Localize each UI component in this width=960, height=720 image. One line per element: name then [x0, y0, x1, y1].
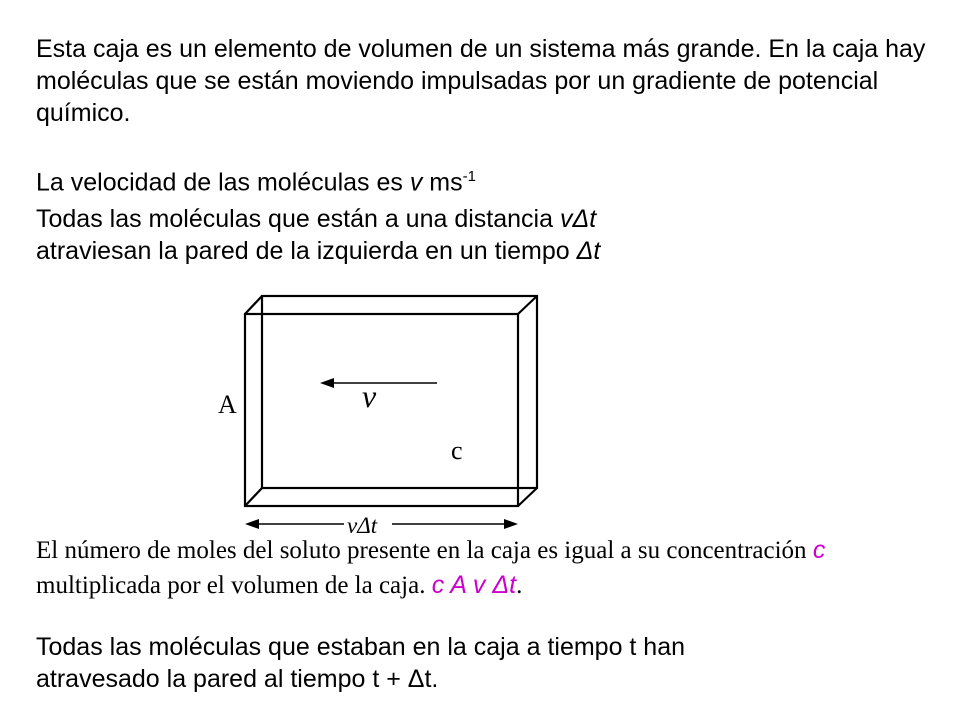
- moles-text-2: multiplicada por el volumen de la caja.: [36, 572, 432, 599]
- distance-delta-t: Δt: [572, 205, 597, 233]
- velocity-unit: ms: [422, 168, 463, 197]
- box-front-face: [245, 314, 518, 506]
- distance-text-2: atraviesan la pared de la izquierda en un tiempo: [36, 237, 577, 265]
- velocity-arrow: [320, 378, 437, 388]
- distance-arrow: [245, 519, 518, 529]
- distance-label: vΔt: [347, 513, 378, 538]
- box-edge-bottom-left: [245, 488, 262, 506]
- box-edge-bottom-right: [518, 488, 537, 506]
- distance-text-1: Todas las moléculas que están a una distancia: [36, 205, 560, 233]
- distance-v: v: [559, 205, 573, 233]
- moles-formula: c A v Δt: [431, 571, 517, 599]
- box-edge-top-left: [245, 296, 262, 314]
- box-back-face: [262, 296, 537, 488]
- concentration-label: c: [451, 436, 463, 465]
- velocity-variable: v: [409, 168, 423, 197]
- moles-text-1: El número de moles del soluto presente en la caja es igual a su concentración: [36, 537, 813, 564]
- moles-end: .: [516, 572, 523, 599]
- conclusion-line-1: Todas las moléculas que estaban en la caja a tiempo t han: [36, 633, 686, 661]
- moles-paragraph: [36, 533, 936, 603]
- velocity-exponent: -1: [462, 168, 476, 185]
- moles-c: c: [812, 536, 826, 564]
- velocity-label: v: [362, 378, 377, 414]
- area-label: A: [218, 390, 237, 419]
- time-delta-t: Δt: [576, 237, 601, 265]
- conclusion-line-2: atravesado la pared al tiempo t + Δt.: [36, 665, 439, 693]
- intro-paragraph: Esta caja es un elemento de volumen de un sistema más grande. En la caja hay moléculas que se están moviendo impulsadas por un gradiente de potencial químico.: [36, 35, 926, 127]
- box-edge-top-right: [518, 296, 537, 314]
- velocity-prefix: La velocidad de las moléculas es: [36, 168, 410, 197]
- volume-box: [245, 296, 537, 506]
- conclusion-paragraph: [36, 631, 936, 695]
